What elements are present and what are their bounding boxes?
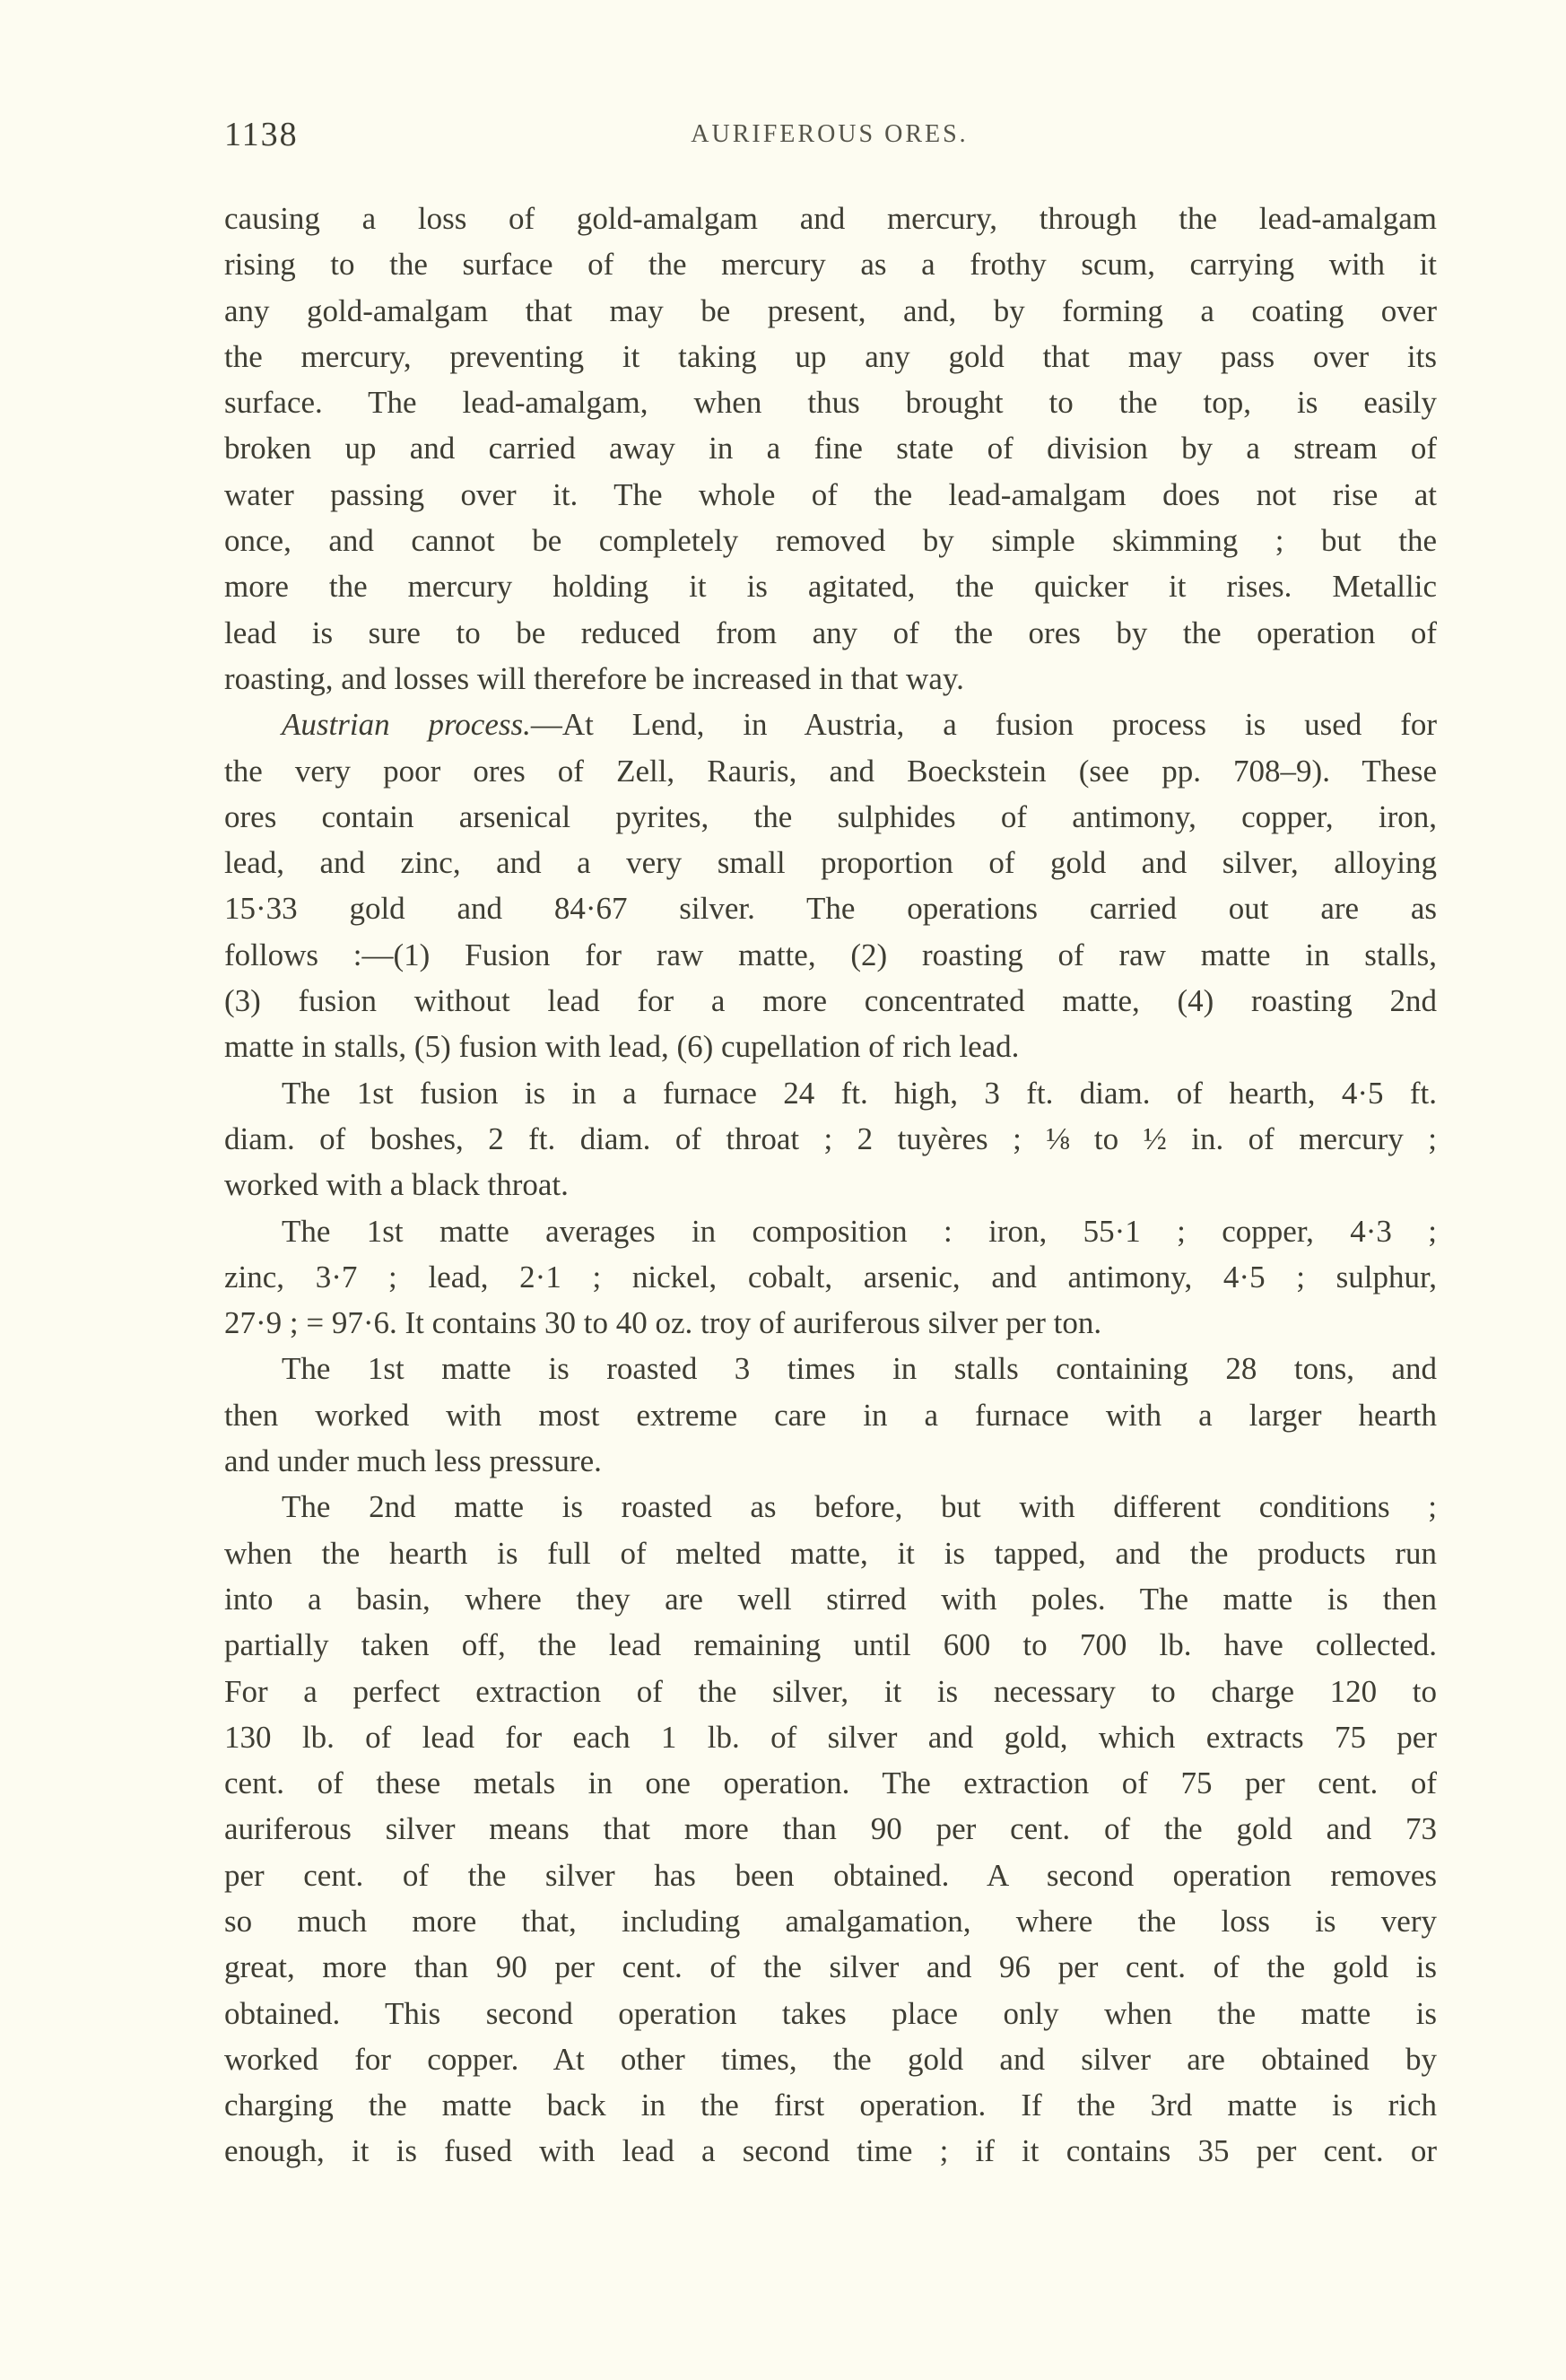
running-title: AURIFEROUS ORES.	[691, 120, 969, 148]
line-text: the mercury, preventing it taking up any gold that may pass over its	[224, 338, 1437, 374]
text-line	[224, 1024, 1437, 1069]
text-line	[224, 1392, 1437, 1438]
line-text: The 1st fusion is in a furnace 24 ft. high, 3 ft. diam. of hearth, 4·5 ft.	[282, 1075, 1437, 1111]
text-line	[224, 885, 1437, 931]
line-text: surface. The lead-amalgam, when thus brought to the top, is easily	[224, 385, 1437, 421]
line-text: then worked with most extreme care in a furnace with a larger hearth	[224, 1397, 1437, 1433]
line-text: —At Lend, in Austria, a fusion process is used for	[530, 707, 1437, 743]
line-text: 15·33 gold and 84·67 silver. The operations carried out are as	[224, 891, 1437, 927]
text-line	[224, 1530, 1437, 1576]
line-text: cent. of these metals in one operation. The extraction of 75 per cent. of	[224, 1765, 1437, 1801]
page-header	[224, 115, 1435, 160]
line-text: zinc, 3·7 ; lead, 2·1 ; nickel, cobalt, arsenic, and antimony, 4·5 ; sulphur,	[224, 1259, 1437, 1295]
line-text: The 1st matte is roasted 3 times in stalls containing 28 tons, and	[282, 1351, 1437, 1387]
line-text: The 1st matte averages in composition : iron, 55·1 ; copper, 4·3 ;	[282, 1213, 1437, 1249]
text-line	[224, 1853, 1437, 1898]
text-line	[224, 241, 1437, 287]
line-text: water passing over it. The whole of the lead-amalgam does not rise at	[224, 476, 1437, 512]
line-text: the very poor ores of Zell, Rauris, and Boeckstein (see pp. 708–9). These	[224, 753, 1437, 789]
line-text: lead is sure to be reduced from any of the ores by the operation of	[224, 615, 1437, 650]
line-text: per cent. of the silver has been obtained. A second operation removes	[224, 1857, 1437, 1893]
text-line	[224, 1714, 1437, 1760]
paragraph	[224, 1070, 1437, 1208]
line-text: rising to the surface of the mercury as a frothy scum, carrying with it	[224, 247, 1437, 283]
page-number: 1138	[224, 116, 299, 153]
line-text: 27·9 ; = 97·6. It contains 30 to 40 oz. troy of auriferous silver per ton.	[224, 1305, 1102, 1341]
text-line	[224, 1944, 1437, 1990]
text-line	[224, 1346, 1437, 1391]
text-line	[224, 1070, 1437, 1116]
text-line	[224, 1760, 1437, 1806]
text-line	[224, 1208, 1437, 1254]
text-line	[224, 2036, 1437, 2082]
paragraph	[224, 1346, 1437, 1484]
line-text: broken up and carried away in a fine state of division by a stream of	[224, 431, 1437, 466]
text-line	[224, 840, 1437, 885]
text-line	[224, 702, 1437, 747]
line-text: 130 lb. of lead for each 1 lb. of silver and gold, which extracts 75 per	[224, 1719, 1437, 1755]
line-text: more the mercury holding it is agitated, the quicker it rises. Metallic	[224, 569, 1437, 605]
line-text: when the hearth is full of melted matte, it is tapped, and the products run	[224, 1535, 1437, 1571]
line-text: obtained. This second operation takes place only when the matte is	[224, 1995, 1437, 2031]
line-text: once, and cannot be completely removed by simple skimming ; but the	[224, 523, 1437, 559]
text-line	[224, 1622, 1437, 1668]
line-text: matte in stalls, (5) fusion with lead, (6) cupellation of rich lead.	[224, 1029, 1020, 1065]
line-text: follows :—(1) Fusion for raw matte, (2) roasting of raw matte in stalls,	[224, 937, 1437, 972]
line-text: any gold-amalgam that may be present, and, by forming a coating over	[224, 292, 1437, 328]
text-line	[224, 1669, 1437, 1714]
line-text: and under much less pressure.	[224, 1443, 602, 1479]
section-run-in-heading: Austrian process.	[282, 707, 531, 743]
text-line	[224, 932, 1437, 978]
text-line	[224, 1116, 1437, 1162]
line-text: charging the matte back in the first operation. If the 3rd matte is rich	[224, 2088, 1437, 2123]
text-line	[224, 1898, 1437, 1944]
line-text: enough, it is fused with lead a second time ; if it contains 35 per cent. or	[224, 2133, 1437, 2169]
text-line	[224, 610, 1437, 656]
text-line	[224, 425, 1437, 471]
text-line	[224, 1438, 1437, 1484]
text-line	[224, 379, 1437, 425]
line-text: great, more than 90 per cent. of the silver and 96 per cent. of the gold is	[224, 1949, 1437, 1985]
line-text: worked with a black throat.	[224, 1167, 569, 1203]
paragraph	[224, 1484, 1437, 2174]
line-text: The 2nd matte is roasted as before, but with different conditions ;	[282, 1489, 1437, 1525]
line-text: so much more that, including amalgamation, where the loss is very	[224, 1903, 1437, 1939]
text-line	[224, 1806, 1437, 1852]
text-line	[224, 1484, 1437, 1530]
line-text: worked for copper. At other times, the gold and silver are obtained by	[224, 2041, 1437, 2077]
text-line	[224, 1300, 1437, 1346]
paragraph	[224, 196, 1437, 702]
line-text: (3) fusion without lead for a more concentrated matte, (4) roasting 2nd	[224, 983, 1437, 1019]
text-line	[224, 794, 1437, 840]
text-line	[224, 748, 1437, 794]
line-text: For a perfect extraction of the silver, it is necessary to charge 120 to	[224, 1673, 1437, 1709]
text-line	[224, 656, 1437, 702]
text-line	[224, 518, 1437, 563]
line-text: into a basin, where they are well stirred with poles. The matte is then	[224, 1581, 1437, 1617]
text-line	[224, 288, 1437, 334]
text-line	[224, 978, 1437, 1024]
line-text: causing a loss of gold-amalgam and mercury, through the lead-amalgam	[224, 201, 1437, 236]
text-line	[224, 334, 1437, 379]
line-text: auriferous silver means that more than 90 per cent. of the gold and 73	[224, 1811, 1437, 1847]
line-text: diam. of boshes, 2 ft. diam. of throat ; 2 tuyères ; ⅛ to ½ in. of mercury ;	[224, 1120, 1437, 1156]
text-line	[224, 2082, 1437, 2128]
line-text: ores contain arsenical pyrites, the sulphides of antimony, copper, iron,	[224, 798, 1437, 834]
text-line	[224, 563, 1437, 609]
text-line	[224, 1576, 1437, 1622]
line-text: partially taken off, the lead remaining until 600 to 700 lb. have collected.	[224, 1627, 1437, 1663]
line-text: lead, and zinc, and a very small proportion of gold and silver, alloying	[224, 845, 1437, 881]
paragraph	[224, 1208, 1437, 1347]
text-line	[224, 472, 1437, 518]
paragraph	[224, 702, 1437, 1069]
text-line	[224, 2128, 1437, 2174]
text-line	[224, 1162, 1437, 1207]
text-line	[224, 196, 1437, 241]
text-line	[224, 1254, 1437, 1300]
body-text	[224, 196, 1437, 2175]
text-line	[224, 1991, 1437, 2036]
line-text: roasting, and losses will therefore be increased in that way.	[224, 660, 964, 696]
